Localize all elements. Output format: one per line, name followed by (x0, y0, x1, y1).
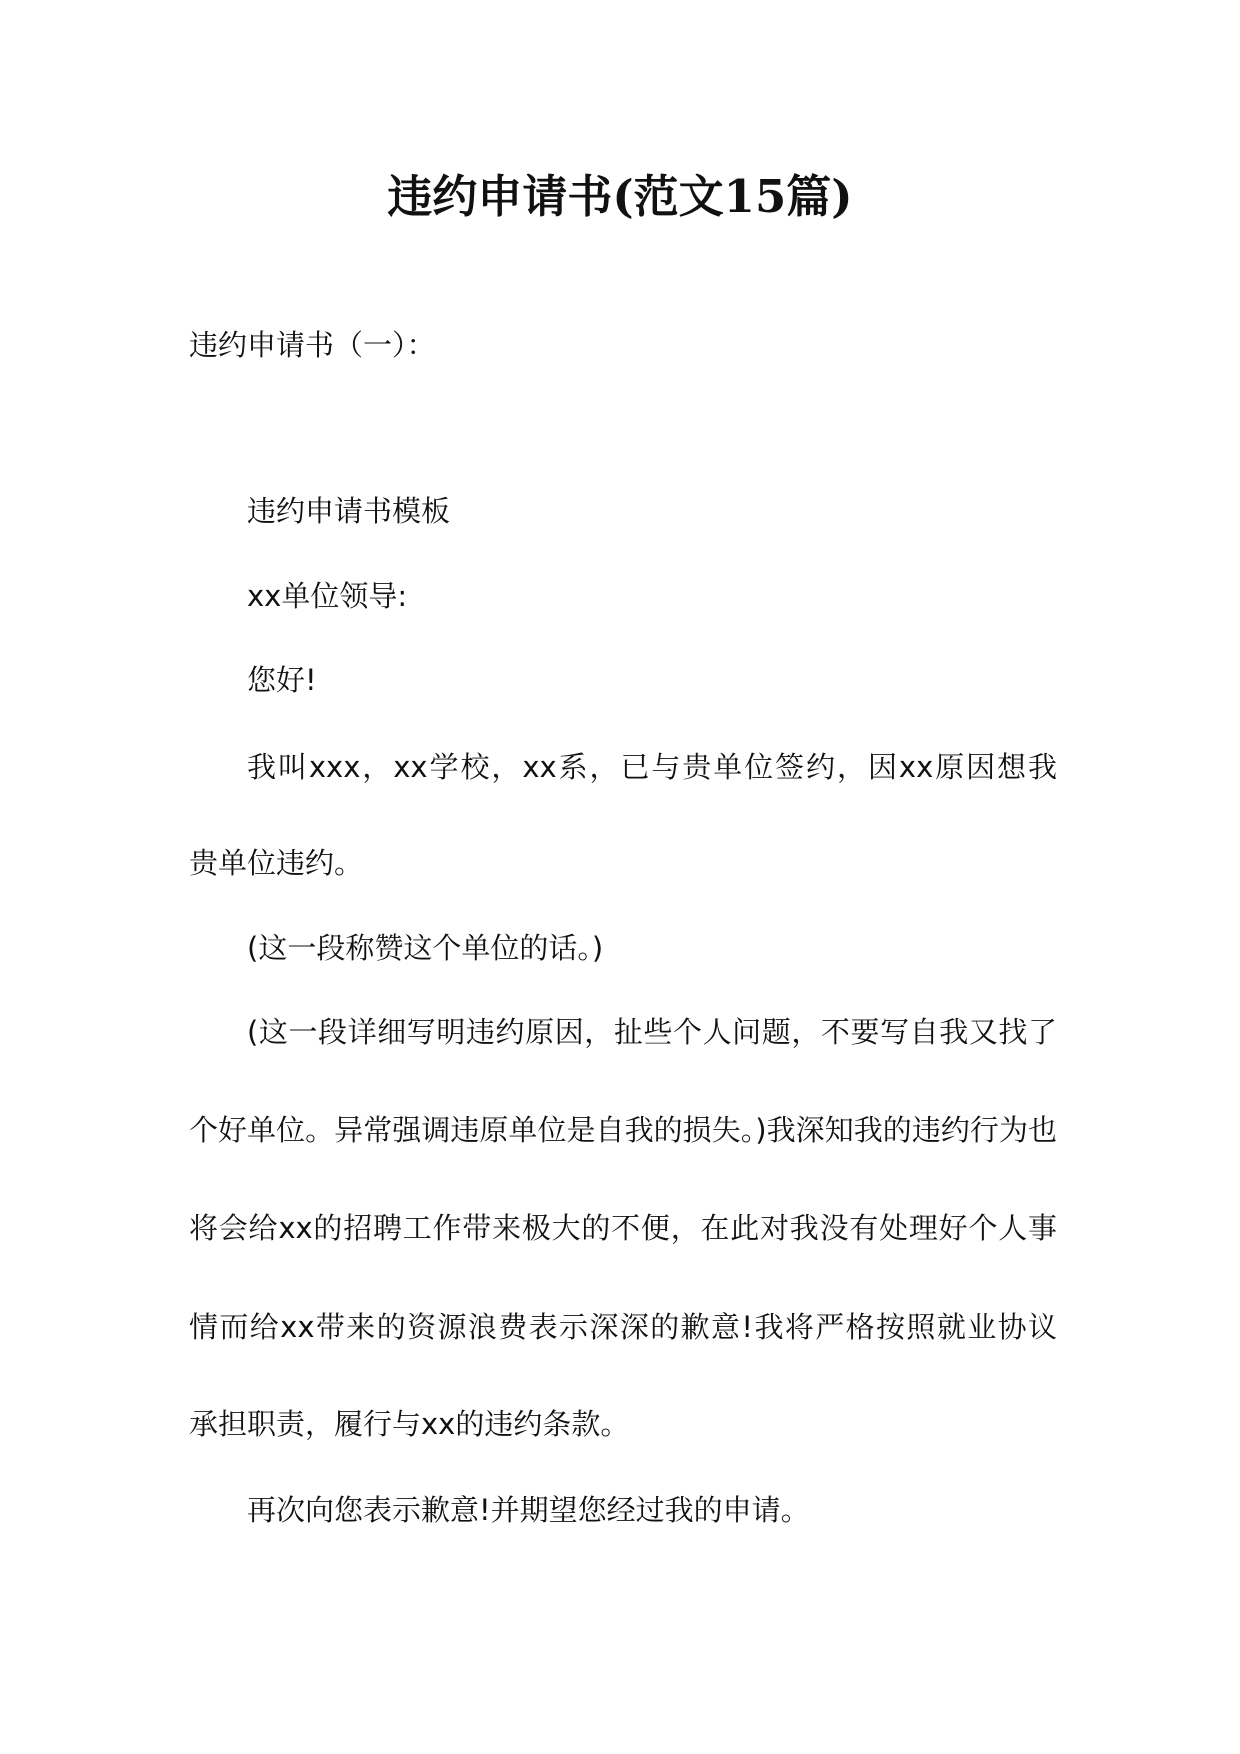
paragraph-line: 个好单位。异常强调违原单位是自我的损失。)我深知我的违约行为也 (189, 1113, 1057, 1147)
letter-greeting: 您好! (247, 663, 317, 697)
paragraph-line: (这一段详细写明违约原因，扯些个人问题，不要写自我又找了 (247, 1015, 1057, 1049)
paragraph-line: 贵单位违约。 (189, 846, 364, 880)
paragraph-line: (这一段称赞这个单位的话。) (247, 931, 604, 965)
paragraph-line: 承担职责，履行与xx的违约条款。 (189, 1407, 630, 1441)
paragraph-line: 再次向您表示歉意!并期望您经过我的申请。 (247, 1493, 810, 1527)
paragraph-line: 将会给xx的招聘工作带来极大的不便，在此对我没有处理好个人事 (189, 1211, 1057, 1245)
template-subtitle: 违约申请书模板 (247, 494, 451, 528)
document-title: 违约申请书(范文15篇) (387, 170, 853, 223)
section-heading: 违约申请书（一）： (189, 328, 436, 362)
paragraph-line: 情而给xx带来的资源浪费表示深深的歉意!我将严格按照就业协议 (189, 1310, 1057, 1344)
letter-salutation: xx单位领导: (247, 579, 408, 613)
paragraph-line: 我叫xxx，xx学校，xx系，已与贵单位签约，因xx原因想我 (247, 750, 1057, 784)
